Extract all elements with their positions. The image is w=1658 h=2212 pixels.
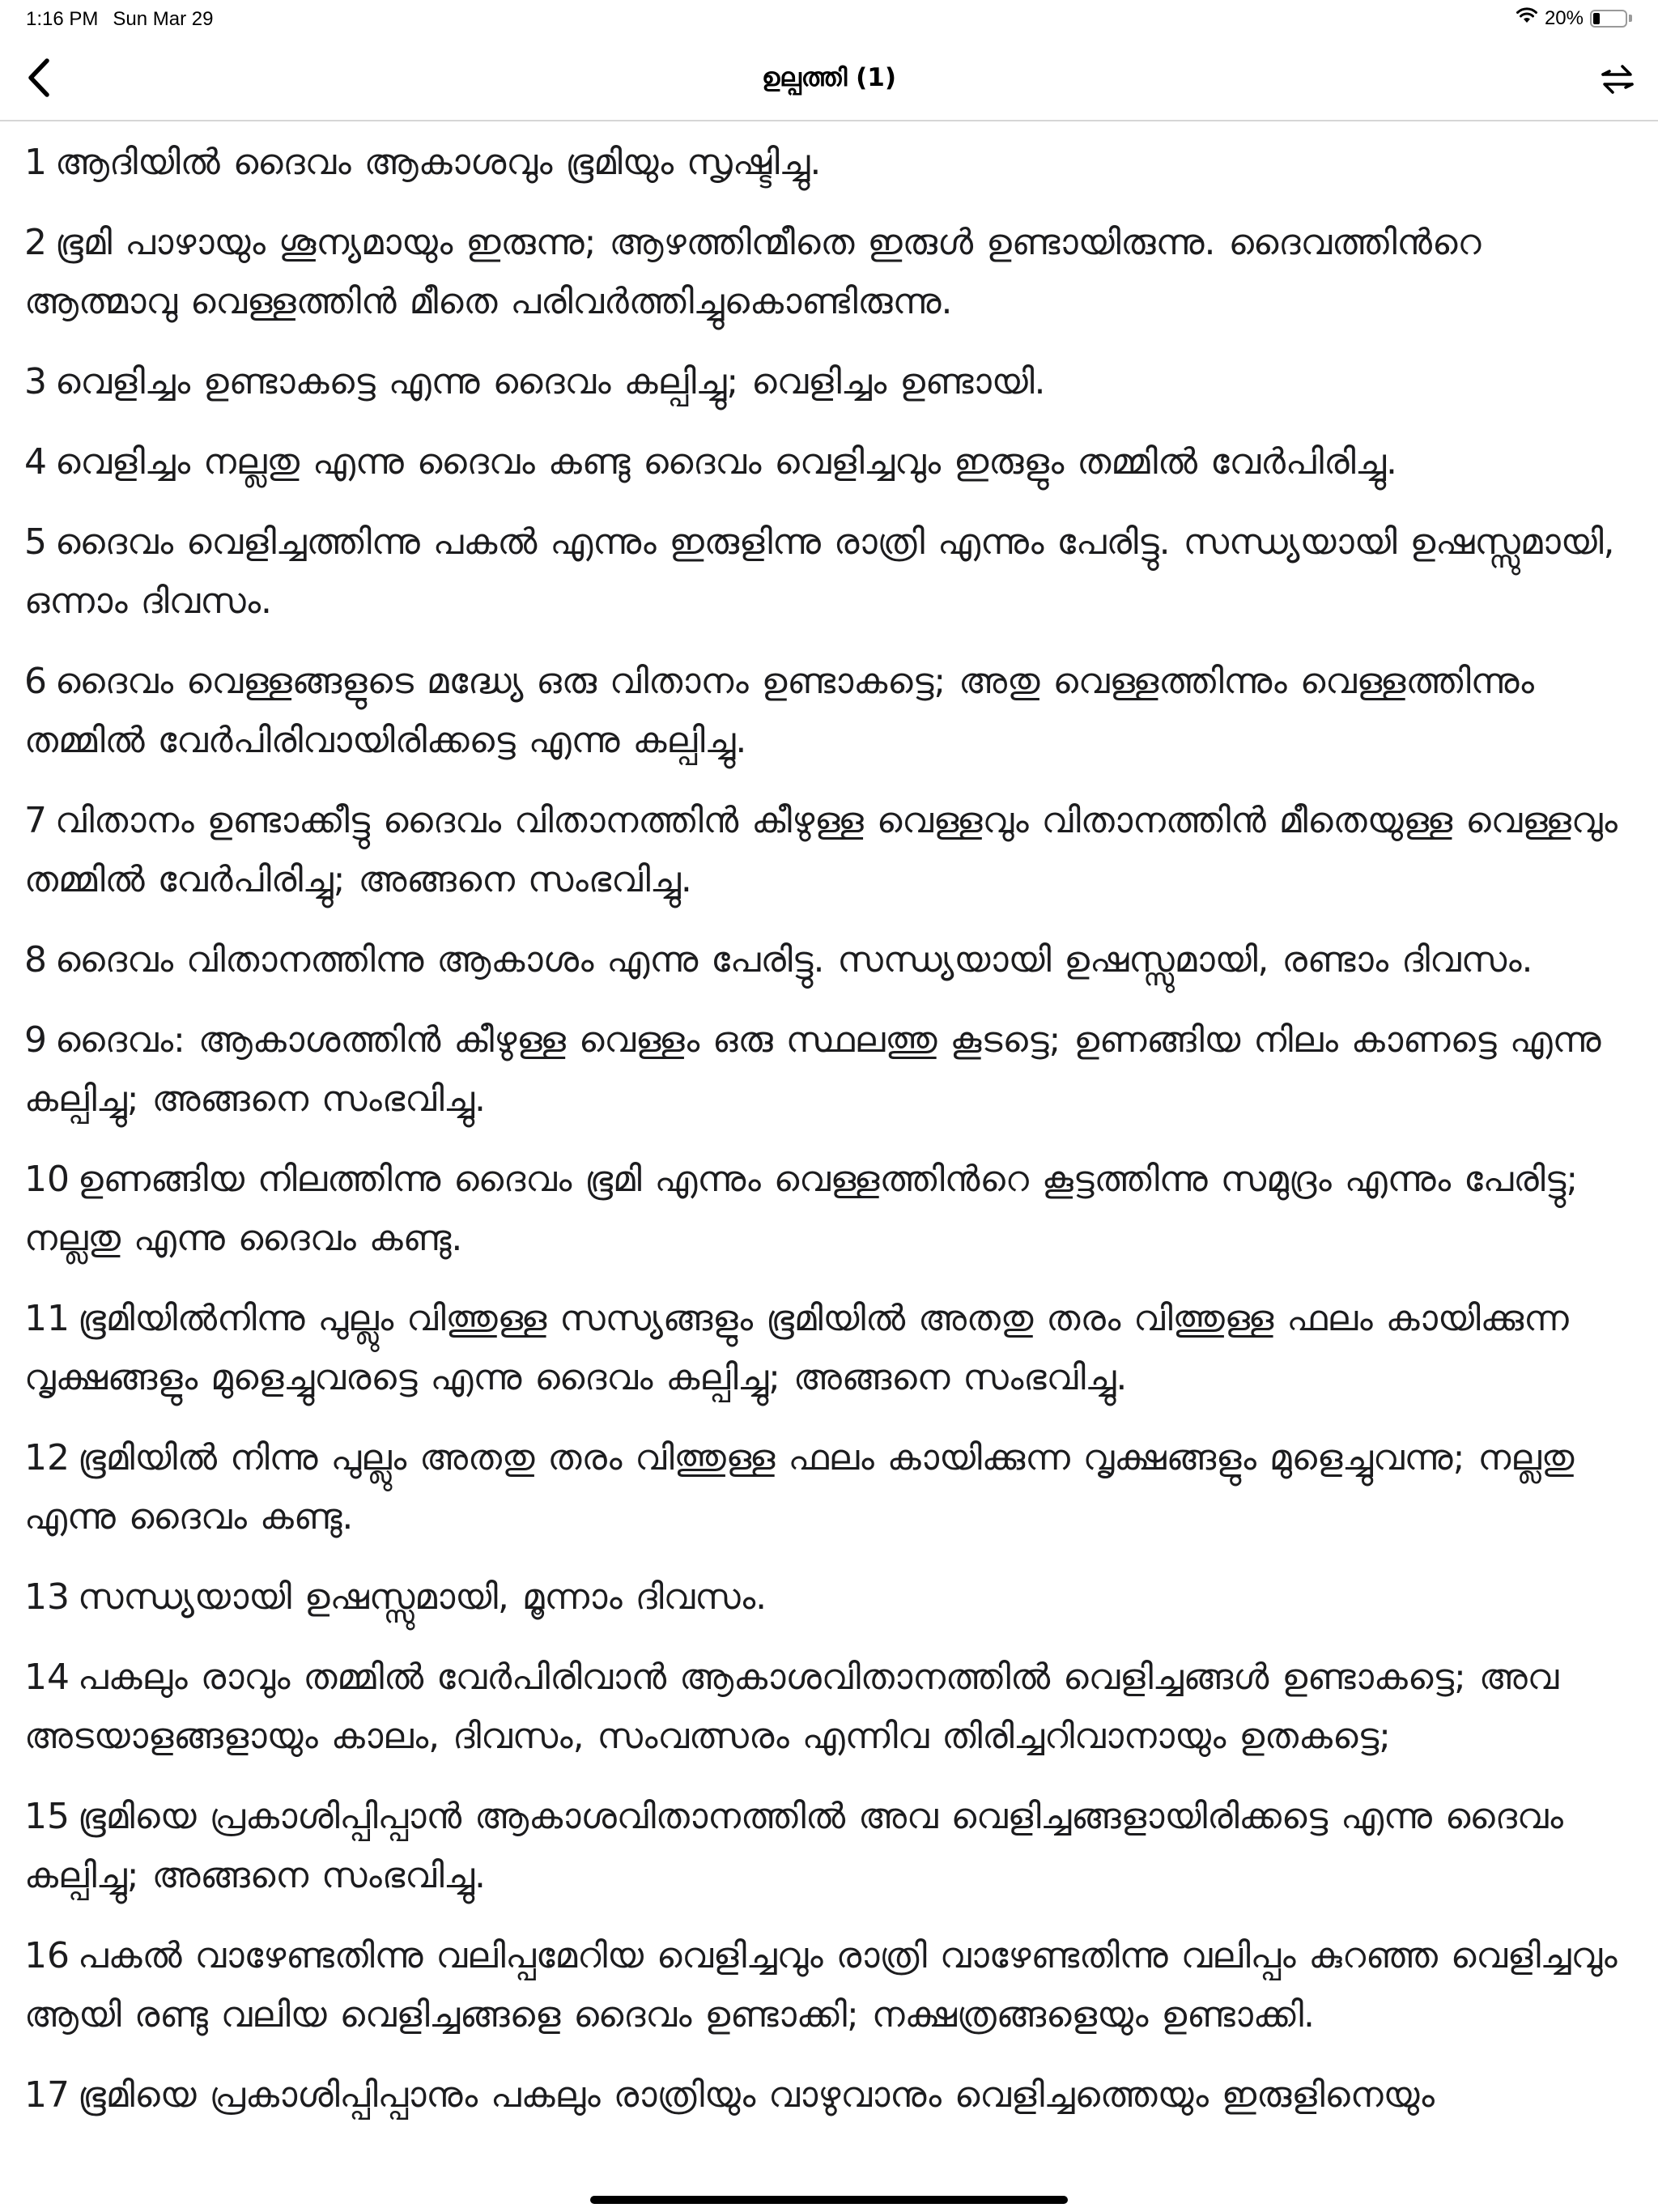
verse-item[interactable] (24, 930, 1635, 989)
verse-text: ദൈവം: ആകാശത്തിൻ കീഴുള്ള വെള്ളം ഒരു സ്ഥലത്തു കൂടട്ടെ; ഉണങ്ങിയ നിലം കാണട്ടെ എന്നു കല്പിച്ചു; അങ്ങനെ സംഭവിച്ചു. (24, 1019, 1601, 1120)
verse-text: ഭൂമിയിൽ നിന്നു പുല്ലും അതതു തരം വിത്തുള്ള ഫലം കായിക്കുന്ന വൃക്ഷങ്ങളും മുളെച്ചുവന്നു; നല്ലതു എന്നു ദൈവം കണ്ടു. (24, 1437, 1575, 1538)
verse-item[interactable] (24, 1568, 1635, 1627)
verse-item[interactable] (24, 1926, 1635, 2044)
verse-number: 4 (24, 441, 47, 483)
status-time: 1:16 PM (26, 8, 99, 30)
verse-number: 13 (24, 1576, 70, 1618)
verse-number: 3 (24, 361, 47, 402)
swap-translation-button[interactable] (1593, 57, 1642, 105)
verse-text: ഭൂമിയെ പ്രകാശിപ്പിപ്പാൻ ആകാശവിതാനത്തിൽ അവ വെളിച്ചങ്ങളായിരിക്കട്ടെ എന്നു ദൈവം കല്പിച്ചു; അങ്ങനെ സംഭവിച്ചു. (24, 1796, 1563, 1896)
status-right (1516, 6, 1632, 30)
home-indicator[interactable] (590, 2196, 1068, 2204)
verse-number: 5 (24, 521, 47, 563)
verse-text: പകലും രാവും തമ്മിൽ വേർപിരിവാൻ ആകാശവിതാനത്തിൽ വെളിച്ചങ്ങൾ ഉണ്ടാകട്ടെ; അവ അടയാളങ്ങളായും കാലം, ദിവസം, സംവത്സരം എന്നിവ തിരിച്ചറിവാനായും ഉതകട്ടെ; (24, 1657, 1559, 1757)
verse-number: 6 (24, 661, 47, 702)
swap-arrows-icon (1598, 63, 1637, 99)
verse-text: ഭൂമിയെ പ്രകാശിപ്പിപ്പാനും പകലും രാത്രിയും വാഴുവാനും വെളിച്ചത്തെയും ഇരുളിനെയും (78, 2074, 1435, 2116)
verse-text: ഭൂമി പാഴായും ശൂന്യമായും ഇരുന്നു; ആഴത്തിന്മീതെ ഇരുൾ ഉണ്ടായിരുന്നു. ദൈവത്തിൻറെ ആത്മാവു വെള്ളത്തിൻ മീതെ പരിവർത്തിച്ചുകൊണ്ടിരുന്നു. (24, 222, 1482, 322)
verse-item[interactable] (24, 432, 1635, 491)
verse-number: 8 (24, 939, 47, 981)
battery-icon (1590, 10, 1627, 28)
page-title: ഉല്പത്തി (1) (761, 63, 896, 92)
verse-text: വിതാനം ഉണ്ടാക്കീട്ടു ദൈവം വിതാനത്തിൻ കീഴുള്ള വെള്ളവും വിതാനത്തിൻ മീതെയുള്ള വെള്ളവും തമ്മിൽ വേർപിരിച്ചു; അങ്ങനെ സംഭവിച്ചു. (24, 800, 1618, 900)
verse-number: 14 (24, 1657, 70, 1698)
verse-number: 16 (24, 1935, 70, 1976)
verse-text: ദൈവം വെളിച്ചത്തിന്നു പകൽ എന്നും ഇരുളിന്നു രാത്രി എന്നും പേരിട്ടു. സന്ധ്യയായി ഉഷസ്സുമായി, ഒന്നാം ദിവസം. (24, 521, 1615, 622)
verse-number: 2 (24, 222, 47, 263)
verse-item[interactable] (24, 1289, 1635, 1407)
verse-item[interactable] (24, 513, 1635, 631)
battery-tip (1629, 15, 1632, 22)
verse-number: 12 (24, 1437, 70, 1478)
status-date: Sun Mar 29 (113, 8, 214, 30)
verse-text: സന്ധ്യയായി ഉഷസ്സുമായി, മൂന്നാം ദിവസം. (78, 1576, 767, 1618)
battery-percent: 20% (1544, 6, 1584, 29)
verse-item[interactable] (24, 1648, 1635, 1766)
verse-text: ഉണങ്ങിയ നിലത്തിന്നു ദൈവം ഭൂമി എന്നും വെള്ളത്തിൻറെ കൂട്ടത്തിന്നു സമുദ്രം എന്നും പേരിട്ടു; നല്ലതു എന്നു ദൈവം കണ്ടു. (24, 1159, 1579, 1259)
verse-number: 15 (24, 1796, 70, 1837)
verse-number: 17 (24, 2074, 70, 2116)
verse-item[interactable] (24, 2065, 1635, 2125)
status-left (26, 8, 213, 31)
verse-item[interactable] (24, 133, 1635, 192)
navigation-bar (0, 39, 1658, 121)
verse-text: ആദിയിൽ ദൈവം ആകാശവും ഭൂമിയും സൃഷ്ടിച്ചു. (55, 142, 822, 183)
verse-number: 9 (24, 1019, 47, 1061)
verse-list (24, 121, 1635, 2212)
verse-item[interactable] (24, 213, 1635, 331)
verse-item[interactable] (24, 652, 1635, 770)
verse-number: 11 (24, 1298, 70, 1339)
verse-text: ദൈവം വിതാനത്തിന്നു ആകാശം എന്നു പേരിട്ടു. സന്ധ്യയായി ഉഷസ്സുമായി, രണ്ടാം ദിവസം. (55, 939, 1533, 981)
verse-number: 1 (24, 142, 47, 183)
status-bar (0, 0, 1658, 39)
verse-text: വെളിച്ചം ഉണ്ടാകട്ടെ എന്നു ദൈവം കല്പിച്ചു; വെളിച്ചം ഉണ്ടായി. (55, 361, 1046, 402)
verse-text: പകൽ വാഴേണ്ടതിന്നു വലിപ്പമേറിയ വെളിച്ചവും രാത്രി വാഴേണ്ടതിന്നു വലിപ്പം കുറഞ്ഞ വെളിച്ചവും ആയി രണ്ടു വലിയ വെളിച്ചങ്ങളെ ദൈവം ഉണ്ടാക്കി; നക്ഷത്രങ്ങളെയും ഉണ്ടാക്കി. (24, 1935, 1618, 2035)
verse-text: ദൈവം വെള്ളങ്ങളുടെ മദ്ധ്യേ ഒരു വിതാനം ഉണ്ടാകട്ടെ; അതു വെള്ളത്തിന്നും വെള്ളത്തിന്നും തമ്മിൽ വേർപിരിവായിരിക്കട്ടെ എന്നു കല്പിച്ചു. (24, 661, 1534, 761)
wifi-icon (1516, 6, 1538, 30)
verse-text: വെളിച്ചം നല്ലതു എന്നു ദൈവം കണ്ടു ദൈവം വെളിച്ചവും ഇരുളും തമ്മിൽ വേർപിരിച്ചു. (55, 441, 1397, 483)
verse-item[interactable] (24, 1428, 1635, 1546)
verse-item[interactable] (24, 791, 1635, 909)
verse-item[interactable] (24, 1010, 1635, 1129)
verse-item[interactable] (24, 352, 1635, 411)
verse-number: 10 (24, 1159, 70, 1200)
verse-text: ഭൂമിയിൽനിന്നു പുല്ലും വിത്തുള്ള സസ്യങ്ങളും ഭൂമിയിൽ അതതു തരം വിത്തുള്ള ഫലം കായിക്കുന്ന വൃക്ഷങ്ങളും മുളെച്ചുവരട്ടെ എന്നു ദൈവം കല്പിച്ചു; അങ്ങനെ സംഭവിച്ചു. (24, 1298, 1569, 1398)
verse-item[interactable] (24, 1150, 1635, 1268)
verse-item[interactable] (24, 1787, 1635, 1905)
verse-number: 7 (24, 800, 47, 841)
